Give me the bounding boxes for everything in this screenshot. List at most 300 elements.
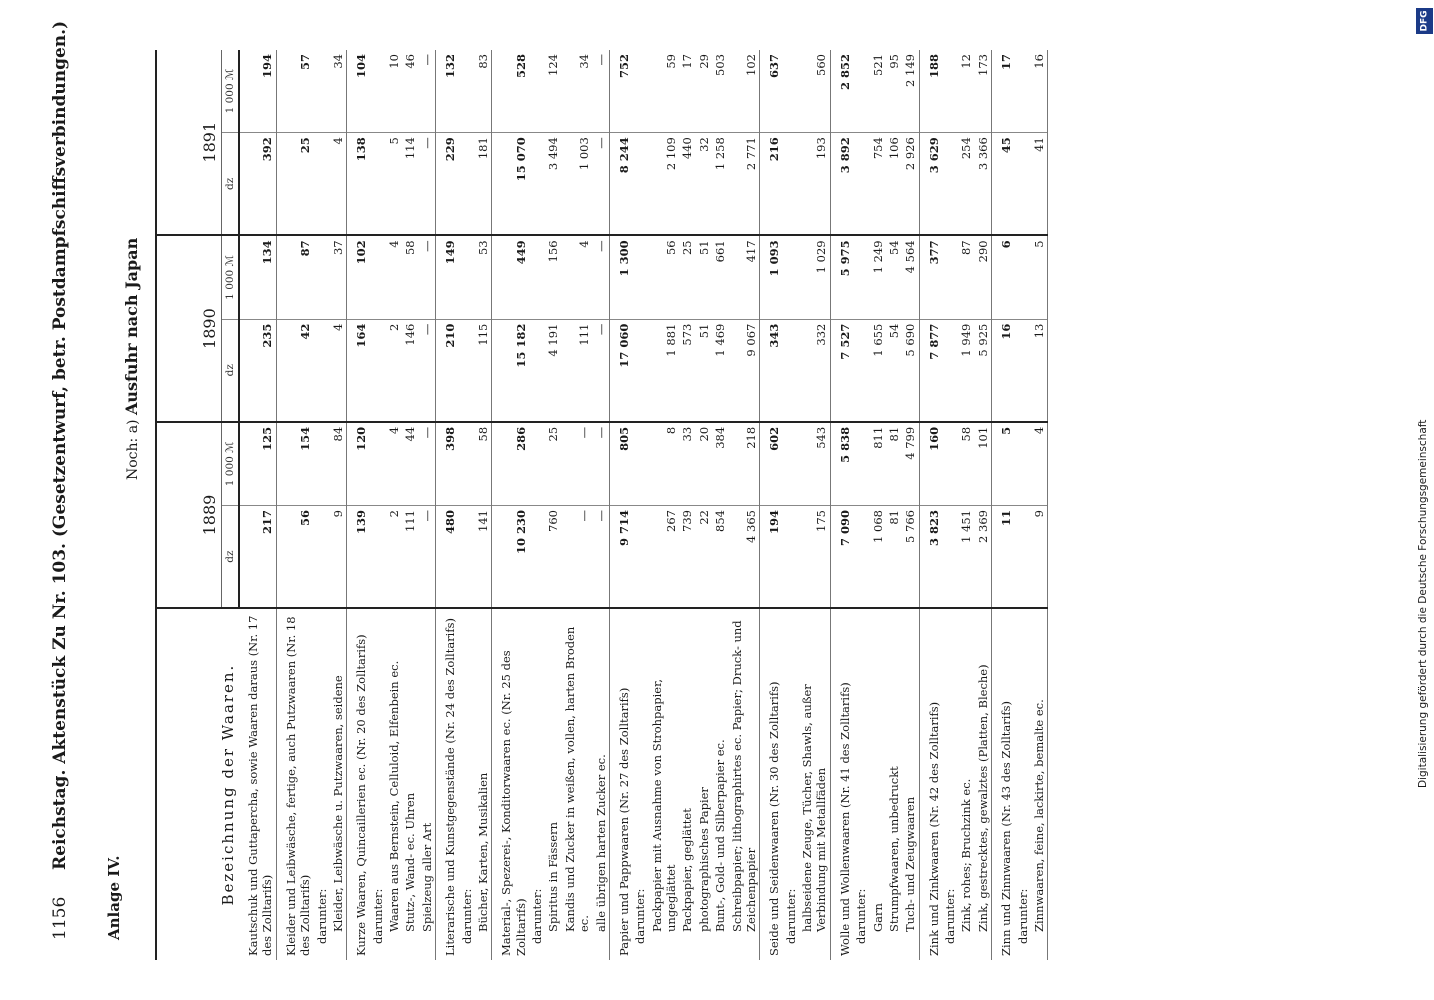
cell-value: 154: [276, 422, 313, 506]
cell-dz: [459, 319, 475, 422]
cell-dz: 7 527: [830, 319, 853, 422]
row-label: darunter:: [632, 608, 648, 960]
cell-dz: —: [419, 133, 436, 236]
cell-dz: 3 494: [545, 133, 561, 236]
row-label: darunter:: [942, 608, 958, 960]
cell-dz: 5 690: [902, 319, 919, 422]
cell-value: 54: [886, 235, 902, 319]
table-row: [799, 50, 830, 960]
cell-value: 4: [386, 422, 402, 506]
cell-dz: [942, 133, 958, 236]
cell-value: 134: [239, 235, 276, 319]
cell-dz: —: [593, 319, 610, 422]
cell-value: [1015, 235, 1031, 319]
export-table: [155, 50, 1048, 960]
cell-dz: 854: [713, 510, 728, 532]
cell-dz: 139: [354, 510, 369, 535]
row-label: darunter:: [853, 608, 869, 960]
table-row: [545, 50, 561, 960]
cell-dz: 480: [443, 510, 458, 535]
row-label: Zinn und Zinnwaaren (Nr. 43 des Zolltarifs): [992, 608, 1015, 960]
cell-value: 59: [649, 50, 680, 133]
cell-dz: 3 892: [830, 133, 853, 236]
table-row: [870, 50, 886, 960]
cell-value: 752: [609, 50, 632, 133]
table-row: [314, 50, 330, 960]
unit-dz: dz: [222, 319, 240, 422]
cell-value: 218: [729, 422, 760, 506]
cell-dz: 2 771: [729, 133, 760, 236]
cell-value: [853, 235, 869, 319]
cell-value: —: [593, 422, 610, 506]
cell-dz: [1015, 133, 1031, 236]
cell-value: 124: [545, 50, 561, 133]
row-label: Bunt-, Gold- und Silberpapier ec.: [712, 608, 728, 960]
cell-dz: 3 629: [919, 133, 942, 236]
cell-value: 194: [239, 50, 276, 133]
cell-dz: 15 182: [492, 319, 529, 422]
row-label: Bücher, Karten, Musikalien: [475, 608, 492, 960]
row-label: darunter:: [783, 608, 799, 960]
row-label: Packpapier mit Ausnahme von Strohpapier, ungeglättet: [649, 608, 680, 960]
row-label: photographisches Papier: [696, 608, 712, 960]
row-label: Wolle und Wollenwaaren (Nr. 41 des Zolltarifs): [830, 608, 853, 960]
cell-value: 1 249: [870, 235, 886, 319]
cell-value: [370, 235, 386, 319]
table-row: [562, 50, 593, 960]
cell-dz: [1015, 319, 1031, 422]
cell-value: 4: [386, 235, 402, 319]
cell-dz: 440: [679, 133, 695, 236]
table-row: [886, 50, 902, 960]
cell-value: 384: [712, 422, 728, 506]
cell-dz: 115: [475, 319, 492, 422]
cell-dz: [853, 133, 869, 236]
cell-value: 1 093: [760, 235, 783, 319]
cell-dz: 42: [276, 319, 313, 422]
cell-dz: 81: [886, 510, 901, 525]
cell-value: 4: [1031, 422, 1048, 506]
table-row: [330, 50, 347, 960]
cell-dz: 3 366: [975, 133, 992, 236]
cell-value: —: [593, 50, 610, 133]
cell-dz: 4 365: [729, 506, 760, 609]
cell-value: [783, 422, 799, 506]
cell-dz: 2 926: [902, 133, 919, 236]
row-label: Waaren aus Bernstein, Celluloid, Elfenbein ec.: [386, 608, 402, 960]
cell-dz: 229: [436, 133, 459, 236]
cell-value: 811: [870, 422, 886, 506]
cell-value: [529, 235, 545, 319]
cell-dz: 4 191: [545, 319, 561, 422]
cell-dz: 217: [239, 506, 276, 609]
cell-dz: —: [419, 319, 436, 422]
cell-value: 87: [958, 235, 974, 319]
cell-dz: [314, 319, 330, 422]
table-row: [402, 50, 418, 960]
unit-dz: dz: [222, 133, 240, 236]
cell-value: 104: [347, 50, 370, 133]
cell-value: 528: [492, 50, 529, 133]
cell-dz: [370, 133, 386, 236]
cell-dz: 5 766: [902, 506, 919, 609]
cell-dz: 2: [387, 510, 401, 518]
cell-dz: [370, 319, 386, 422]
cell-value: 173: [975, 50, 992, 133]
table-row: [649, 50, 680, 960]
page-header: [50, 20, 80, 940]
row-label: Strumpfwaaren, unbedruckt: [886, 608, 902, 960]
cell-dz: 332: [799, 319, 830, 422]
cell-value: [942, 50, 958, 133]
table-row: [492, 50, 529, 960]
cell-value: [370, 422, 386, 506]
cell-dz: 7 090: [837, 510, 852, 547]
unit-value: 1 000 ℳ: [222, 235, 240, 319]
cell-dz: 754: [870, 133, 886, 236]
cell-dz: [632, 319, 648, 422]
cell-value: 56: [649, 235, 680, 319]
cell-value: 44: [402, 422, 418, 506]
table-row: [679, 50, 695, 960]
cell-value: —: [419, 235, 436, 319]
cell-dz: 175: [799, 506, 830, 609]
cell-dz: 267: [664, 510, 678, 532]
cell-value: 6: [992, 235, 1015, 319]
cell-value: 34: [330, 50, 347, 133]
row-label: Garn: [870, 608, 886, 960]
cell-value: 84: [330, 422, 347, 506]
cell-dz: 1 655: [870, 319, 886, 422]
destination-main: Ausfuhr nach Japan: [122, 237, 141, 416]
cell-dz: 1 258: [712, 133, 728, 236]
cell-value: [853, 50, 869, 133]
table-row: [239, 50, 276, 960]
cell-dz: 56: [298, 510, 313, 527]
row-label: Material-, Spezerei-, Konditorwaaren ec. (Nr. 25 des Zolltarifs): [492, 608, 529, 960]
cell-dz: 343: [760, 319, 783, 422]
cell-dz: 111: [562, 319, 593, 422]
cell-value: —: [562, 422, 593, 506]
cell-dz: 164: [347, 319, 370, 422]
cell-dz: 32: [696, 133, 712, 236]
table-row: [459, 50, 475, 960]
cell-value: 160: [919, 422, 942, 506]
cell-dz: 760: [546, 510, 561, 532]
cell-value: 503: [712, 50, 728, 133]
table-row: [593, 50, 610, 960]
row-label: Tuch- und Zeugwaaren: [902, 608, 919, 960]
cell-value: [783, 235, 799, 319]
cell-dz: 573: [679, 319, 695, 422]
cell-value: 149: [436, 235, 459, 319]
cell-dz: 210: [436, 319, 459, 422]
cell-dz: 51: [696, 319, 712, 422]
cell-dz: [853, 319, 869, 422]
page-number: 1156: [50, 896, 70, 940]
cell-value: 188: [919, 50, 942, 133]
cell-dz: 235: [239, 319, 276, 422]
cell-value: 10: [386, 50, 402, 133]
cell-value: 661: [712, 235, 728, 319]
cell-value: 125: [239, 422, 276, 506]
cell-value: 5 838: [830, 422, 853, 506]
table-body: [239, 50, 1048, 960]
cell-dz: 1 469: [712, 319, 728, 422]
row-label: Literarische und Kunstgegenstände (Nr. 24 des Zolltarifs): [436, 608, 459, 960]
cell-value: 1 300: [609, 235, 632, 319]
cell-dz: 9 714: [616, 510, 631, 547]
cell-value: [632, 235, 648, 319]
cell-value: 33: [679, 422, 695, 506]
row-label: Kautschuk und Guttapercha, sowie Waaren daraus (Nr. 17 des Zolltarifs): [239, 608, 276, 960]
cell-value: 377: [919, 235, 942, 319]
cell-dz: —: [577, 510, 592, 522]
cell-dz: 4: [330, 133, 347, 236]
cell-value: [1015, 422, 1031, 506]
row-label: Packpapier, geglättet: [679, 608, 695, 960]
cell-value: 20: [696, 422, 712, 506]
cell-value: 58: [475, 422, 492, 506]
cell-value: 2 149: [902, 50, 919, 133]
cell-dz: 138: [347, 133, 370, 236]
table-row: [529, 50, 545, 960]
cell-dz: [942, 319, 958, 422]
destination-prefix: Noch: a): [125, 419, 141, 480]
row-label: Kandis und Zucker in weißen, vollen, harten Broden ec.: [562, 608, 593, 960]
cell-value: [1015, 50, 1031, 133]
cell-dz: [529, 133, 545, 236]
cell-value: 17: [992, 50, 1015, 133]
row-label: Papier und Pappwaaren (Nr. 27 des Zolltarifs): [609, 608, 632, 960]
cell-value: 12: [958, 50, 974, 133]
table-row: [853, 50, 869, 960]
table-row: [958, 50, 974, 960]
cell-dz: 4: [330, 319, 347, 422]
row-label: Zink, gestrecktes, gewalztes (Platten, Bleche): [975, 608, 992, 960]
cell-dz: 8 244: [609, 133, 632, 236]
cell-dz: [459, 133, 475, 236]
cell-value: 46: [402, 50, 418, 133]
cell-value: 81: [886, 422, 902, 506]
cell-value: 5 975: [830, 235, 853, 319]
cell-value: 120: [347, 422, 370, 506]
cell-value: [314, 50, 330, 133]
cell-value: [942, 422, 958, 506]
table-row: [1031, 50, 1048, 960]
side-note: [1413, 400, 1434, 820]
cell-value: [529, 422, 545, 506]
cell-dz: 146: [402, 319, 418, 422]
cell-dz: 2: [386, 319, 402, 422]
unit-dz: dz: [222, 506, 240, 609]
cell-dz: 193: [799, 133, 830, 236]
row-label: Zinnwaaren, feine, lackirte, bemalte ec.: [1031, 608, 1048, 960]
row-label: darunter:: [370, 608, 386, 960]
row-label: darunter:: [314, 608, 330, 960]
cell-dz: —: [419, 506, 436, 609]
cell-dz: 5 925: [975, 319, 992, 422]
cell-value: 560: [799, 50, 830, 133]
row-label: Kleider, Leibwäsche u. Putzwaaren, seidene: [330, 608, 347, 960]
cell-value: 17: [679, 50, 695, 133]
cell-dz: [1015, 506, 1031, 609]
cell-value: [632, 50, 648, 133]
cell-value: [529, 50, 545, 133]
table-row: [370, 50, 386, 960]
cell-dz: 216: [760, 133, 783, 236]
cell-value: 5: [992, 422, 1015, 506]
cell-value: 4: [562, 235, 593, 319]
cell-value: 16: [1031, 50, 1048, 133]
unit-value: 1 000 ℳ: [222, 50, 240, 133]
table-row: [902, 50, 919, 960]
cell-dz: 111: [403, 510, 418, 532]
cell-dz: 1 068: [870, 510, 885, 543]
cell-dz: 1 949: [958, 319, 974, 422]
cell-dz: [783, 133, 799, 236]
year-header-row: [156, 50, 222, 960]
cell-value: [459, 235, 475, 319]
row-label: halbseidene Zeuge, Tücher, Shawls, außer Verbindung mit Metallfäden: [799, 608, 830, 960]
cell-dz: —: [593, 506, 610, 609]
cell-dz: 41: [1031, 133, 1048, 236]
cell-value: 101: [975, 422, 992, 506]
row-label: Spielzeug aller Art: [419, 608, 436, 960]
cell-dz: [783, 506, 799, 609]
row-label: Spiritus in Fässern: [545, 608, 561, 960]
cell-value: [632, 422, 648, 506]
cell-value: [942, 235, 958, 319]
cell-value: 83: [475, 50, 492, 133]
table-row: [942, 50, 958, 960]
row-label: darunter:: [529, 608, 545, 960]
cell-dz: 194: [767, 510, 782, 535]
cell-value: 57: [276, 50, 313, 133]
cell-dz: 11: [999, 510, 1014, 527]
cell-dz: [459, 506, 475, 609]
table-row: [696, 50, 712, 960]
cell-value: 58: [402, 235, 418, 319]
cell-value: 4 564: [902, 235, 919, 319]
table-row: [419, 50, 436, 960]
cell-dz: 13: [1031, 319, 1048, 422]
cell-value: [459, 422, 475, 506]
table-row: [975, 50, 992, 960]
cell-value: 58: [958, 422, 974, 506]
cell-dz: 5: [386, 133, 402, 236]
cell-dz: [942, 506, 958, 609]
table-row: [919, 50, 942, 960]
cell-value: 290: [975, 235, 992, 319]
cell-value: —: [419, 422, 436, 506]
cell-dz: 54: [886, 319, 902, 422]
table-row: [347, 50, 370, 960]
cell-dz: 9 067: [729, 319, 760, 422]
cell-dz: 106: [886, 133, 902, 236]
cell-value: —: [419, 50, 436, 133]
annex-label: Anlage IV.: [105, 855, 123, 940]
cell-value: 543: [799, 422, 830, 506]
cell-dz: [314, 506, 330, 609]
cell-value: 51: [696, 235, 712, 319]
cell-value: 637: [760, 50, 783, 133]
table-row: [609, 50, 632, 960]
year-header: 1891: [156, 50, 222, 235]
cell-value: 398: [436, 422, 459, 506]
table-row: [276, 50, 313, 960]
cell-dz: 10 230: [513, 510, 528, 555]
cell-dz: 16: [992, 319, 1015, 422]
cell-dz: 2 369: [975, 506, 992, 609]
row-label: Seide und Seidenwaaren (Nr. 30 des Zolltarifs): [760, 608, 783, 960]
table-row: [760, 50, 783, 960]
cell-value: 156: [545, 235, 561, 319]
row-label: Stutz-, Wand- ec. Uhren: [402, 608, 418, 960]
table-row: [830, 50, 853, 960]
cell-dz: 3 823: [926, 510, 941, 547]
cell-dz: 25: [276, 133, 313, 236]
cell-dz: [314, 133, 330, 236]
row-label: Kleider und Leibwäsche, fertige, auch Putzwaaren (Nr. 18 des Zolltarifs): [276, 608, 313, 960]
cell-value: 53: [475, 235, 492, 319]
cell-value: 29: [696, 50, 712, 133]
cell-dz: 254: [958, 133, 974, 236]
side-note-text: Digitalisierung gefördert durch die Deutsche Forschungsgemeinschaft: [1417, 419, 1429, 788]
row-label: darunter:: [1015, 608, 1031, 960]
row-label: darunter:: [459, 608, 475, 960]
column-header: Bezeichnung der Waaren.: [156, 608, 239, 960]
dfg-logo: DFG: [1416, 8, 1433, 34]
cell-dz: 9: [330, 506, 347, 609]
cell-value: [314, 235, 330, 319]
year-header: 1890: [156, 235, 222, 421]
cell-value: —: [593, 235, 610, 319]
cell-value: 8: [649, 422, 680, 506]
cell-dz: 141: [475, 506, 492, 609]
cell-value: [459, 50, 475, 133]
cell-dz: 22: [696, 510, 711, 525]
cell-dz: 2 109: [649, 133, 680, 236]
cell-dz: 1 003: [562, 133, 593, 236]
cell-dz: 7 877: [919, 319, 942, 422]
cell-dz: 739: [680, 510, 695, 532]
cell-dz: 17 060: [609, 319, 632, 422]
cell-value: [853, 422, 869, 506]
row-label: Kurze Waaren, Quincaillerien ec. (Nr. 20 des Zolltarifs): [347, 608, 370, 960]
cell-dz: [783, 319, 799, 422]
table-row: [712, 50, 728, 960]
cell-dz: 114: [402, 133, 418, 236]
cell-value: 34: [562, 50, 593, 133]
table-row: [436, 50, 459, 960]
cell-value: 286: [492, 422, 529, 506]
cell-dz: [529, 319, 545, 422]
cell-value: 37: [330, 235, 347, 319]
cell-value: 449: [492, 235, 529, 319]
table-row: [475, 50, 492, 960]
row-label: Zink, rohes; Bruchzink ec.: [958, 608, 974, 960]
table-row: [386, 50, 402, 960]
year-header: 1889: [156, 422, 222, 608]
cell-value: [314, 422, 330, 506]
cell-value: 25: [545, 422, 561, 506]
table-row: [632, 50, 648, 960]
cell-value: 417: [729, 235, 760, 319]
table-row: [783, 50, 799, 960]
cell-dz: 392: [239, 133, 276, 236]
cell-dz: —: [593, 133, 610, 236]
